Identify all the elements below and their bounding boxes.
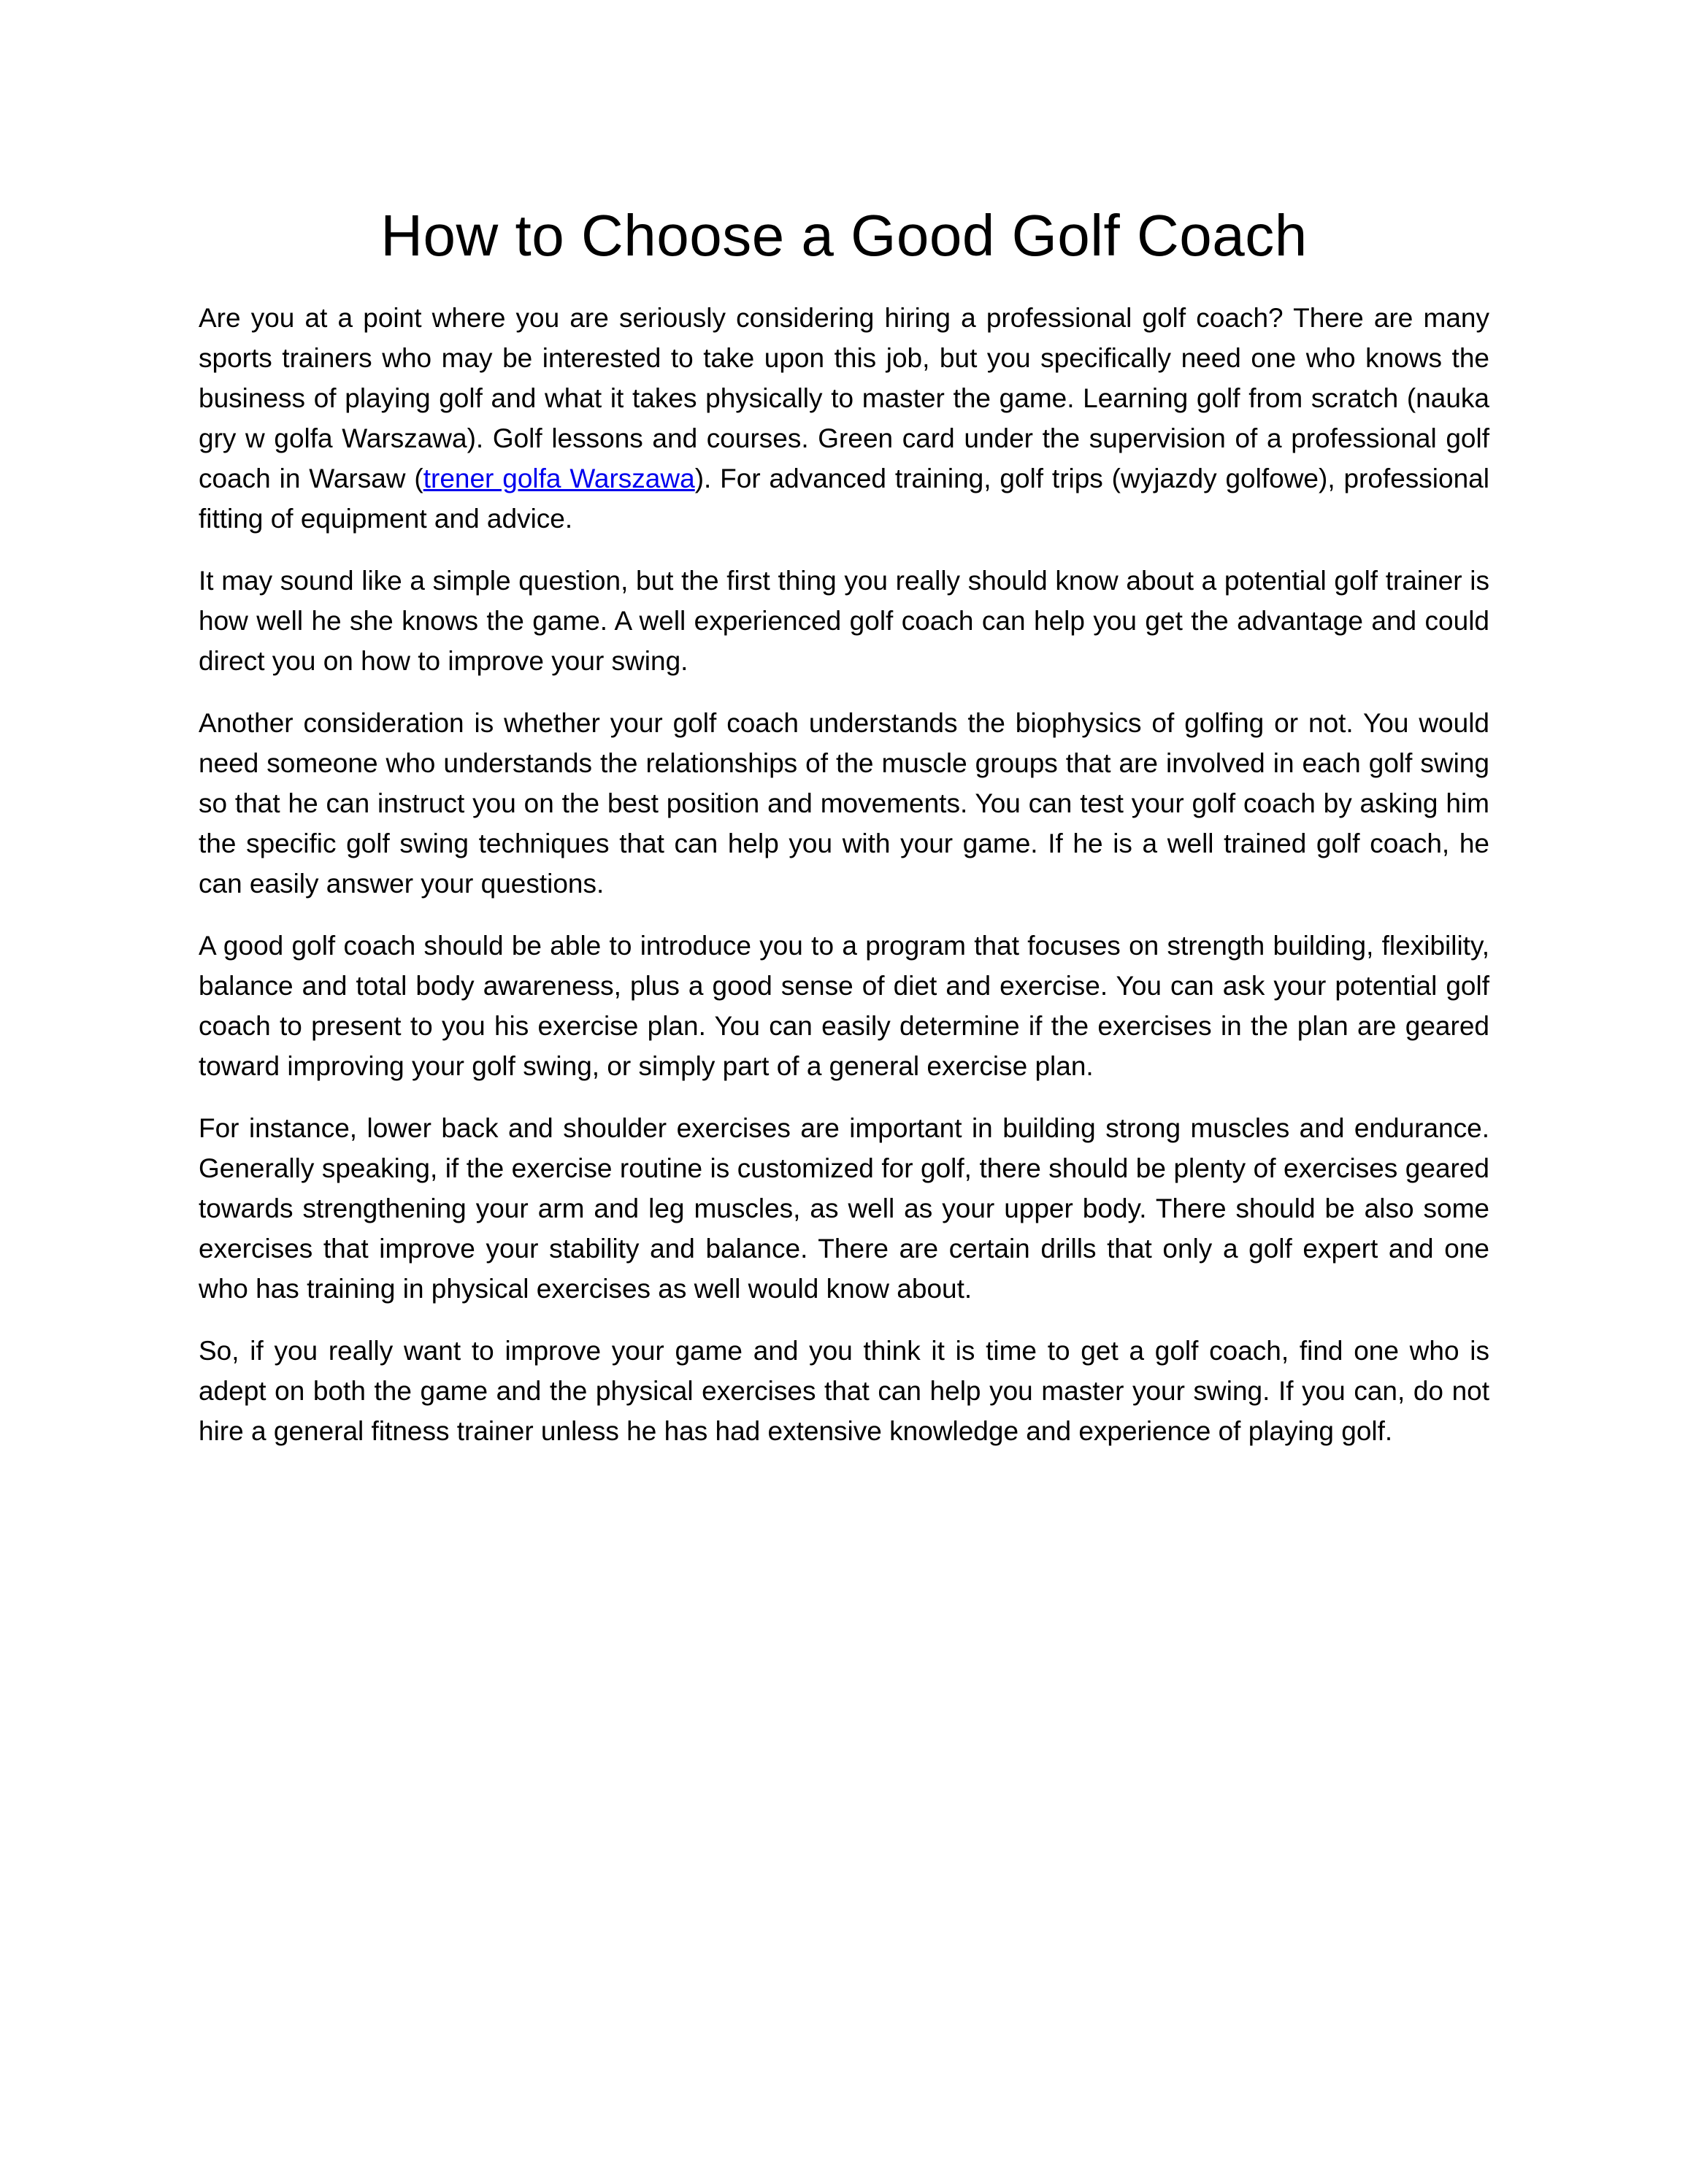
paragraph-2: It may sound like a simple question, but the first thing you really should know about a potential golf trainer is how well he she knows the game. A well experienced golf coach can help you get the advantage and could direct you on how to improve your swing. [199,566,1489,676]
paragraph-intro [199,298,1489,539]
paragraph-3: Another consideration is whether your golf coach understands the biophysics of golfing or not. You would need someone who understands the relationships of the muscle groups that are involved in each golf swing so that he can instruct you on the best position and movements. You can test your golf coach by asking him the specific golf swing techniques that can help you with your game. If he is a well trained golf coach, he can easily answer your questions. [199,708,1489,899]
paragraph-6: So, if you really want to improve your game and you think it is time to get a golf coach, find one who is adept on both the game and the physical exercises that can help you master your swing. If you can, do not hire a general fitness trainer unless he has had extensive knowledge and experience of playing golf. [199,1336,1489,1446]
paragraph-intro-text-after: ). For advanced training, golf trips (wyjazdy golfowe), professional fitting of equipment and advice. [199,464,1489,534]
article-body [199,298,1489,1473]
page-title: How to Choose a Good Golf Coach [380,203,1308,268]
paragraph-5: For instance, lower back and shoulder exercises are important in building strong muscles and endurance. Generally speaking, if the exercise routine is customized for golf, there should be plenty of exercises geared towards strengthening your arm and leg muscles, as well as your upper body. There should be also some exercises that improve your stability and balance. There are certain drills that only a golf expert and one who has training in physical exercises as well would know about. [199,1113,1489,1304]
paragraph-4: A good golf coach should be able to introduce you to a program that focuses on strength building, flexibility, balance and total body awareness, plus a good sense of diet and exercise. You can ask your potential golf coach to present to you his exercise plan. You can easily determine if the exercises in the plan are geared toward improving your golf swing, or simply part of a general exercise plan. [199,931,1489,1081]
paragraph-intro-text-before: Are you at a point where you are seriously considering hiring a professional golf coach? There are many sports trainers who may be interested to take upon this job, but you specifically need one who knows the business of playing golf and what it takes physically to master the game. Learning golf from scratch (nauka gry w golfa Warszawa). Golf lessons and courses. Green card under the supervision of a professional golf coach in Warsaw ( [199,303,1489,493]
trener-golfa-link[interactable]: trener golfa Warszawa [423,464,695,493]
